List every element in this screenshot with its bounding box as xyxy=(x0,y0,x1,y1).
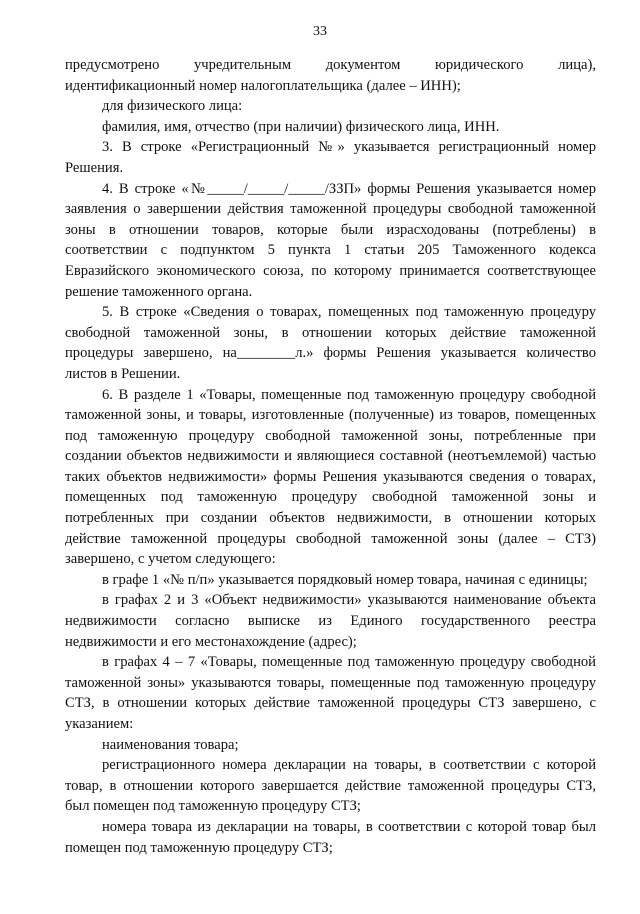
paragraph: в графах 4 – 7 «Товары, помещенные под таможенную процедуру свободной таможенной зоны» указываются товары, помещенные под таможенную процедуру СТЗ, в отношении которых действие таможенной процедуры СТЗ завершено, с указанием: xyxy=(65,654,596,732)
paragraph: 4. В строке «№_____/_____/_____/ЗЗП» формы Решения указывается номер заявления о завершении действия таможенной процедуры свободной таможенной зоны в отношении товаров, которые были израсходованы (потреблены) в соответствии с подпунктом 5 пункта 1 статьи 205 Таможенного кодекса Евразийского экономического союза, по которому принимается соответствующее решение таможенного органа. xyxy=(65,180,596,300)
paragraph: номера товара из декларации на товары, в соответствии с которой товар был помещен под таможенную процедуру СТЗ; xyxy=(65,818,596,856)
paragraph: 6. В разделе 1 «Товары, помещенные под таможенную процедуру свободной таможенной зоны, и товары, изготовленные (полученные) из товаров, помещенных под таможенную процедуру свободной таможенной зоны, потребленные при создании объектов недвижимости и являющиеся составной (неотъемлемой) частью таких объектов недвижимости» формы Решения указываются сведения о товарах, помещенных под таможенную процедуру свободной таможенной зоны и потребленных при создании объектов недвижимости, в отношении которых действие таможенной процедуры свободной таможенной зоны (далее – СТЗ) завершено, с учетом следующего: xyxy=(65,386,596,568)
paragraph-continuation: предусмотрено учредительным документом юридического лица), идентификационный номер налогоплательщика (далее – ИНН); xyxy=(65,57,596,94)
page-number: 33 xyxy=(313,24,327,39)
paragraph: наименования товара; xyxy=(102,736,239,753)
paragraph: для физического лица: xyxy=(102,98,243,115)
paragraph: фамилия, имя, отчество (при наличии) физического лица, ИНН. xyxy=(102,118,500,135)
paragraph: 5. В строке «Сведения о товарах, помещенных под таможенную процедуру свободной таможенной зоны, в отношении которых действие таможенной процедуры завершено, на________л.» формы Решения указывается количество листов в Решении. xyxy=(65,304,596,382)
paragraph: 3. В строке «Регистрационный №» указывается регистрационный номер Решения. xyxy=(65,139,596,176)
paragraph: в графах 2 и 3 «Объект недвижимости» указываются наименование объекта недвижимости согласно выписке из Единого государственного реестра недвижимости и его местонахождение (адрес); xyxy=(65,592,596,650)
paragraph: регистрационного номера декларации на товары, в соответствии с которой товар, в отношении которого завершается действие таможенной процедуры СТЗ, был помещен под таможенную процедуру СТЗ; xyxy=(65,757,596,815)
document-body xyxy=(65,55,596,858)
paragraph: в графе 1 «№ п/п» указывается порядковый номер товара, начиная с единицы; xyxy=(102,571,588,588)
